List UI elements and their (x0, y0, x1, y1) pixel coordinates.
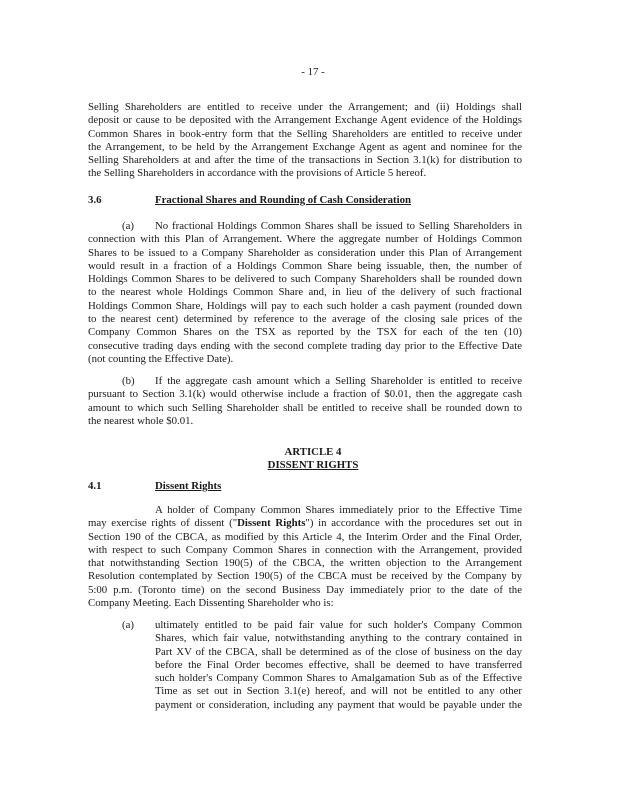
section-number-4-1: 4.1 (88, 480, 102, 492)
text-line: Section 190 of the CBCA, as modified by this Article 4, the Interim Order and the Final Order, (88, 530, 522, 543)
clause-label-3-6-b: (b) (122, 375, 135, 387)
text-line: to the nearest cent) determined by reference to the average of the closing sale prices of the (88, 313, 522, 326)
text-line: Shares, which fair value, notwithstanding anything to the contrary contained in (155, 632, 522, 645)
defined-term: Dissent Rights (237, 517, 306, 530)
clause-4-1-a (155, 619, 522, 712)
text-line: No fractional Holdings Common Shares shall be issued to Selling Shareholders in (155, 220, 522, 232)
text-line: Holdings Common Share, Holdings will pay to each such holder a cash payment (rounded down (88, 299, 522, 312)
text-line: Selling Shareholders are entitled to receive under the Arrangement; and (ii) Holdings shall (88, 101, 522, 113)
text-line: Company Meeting. Each Dissenting Shareholder who is: (88, 597, 334, 610)
text-line: ultimately entitled to be paid fair value for such holder's Company Common (155, 619, 522, 631)
text-line: Common Shares in book-entry form that the Selling Shareholders are entitled to receive under (88, 127, 522, 140)
text-line: If the aggregate cash amount which a Selling Shareholder is entitled to receive (155, 375, 522, 387)
text-line: with respect to such Company Common Shares in connection with the Arrangement, provided (88, 543, 522, 556)
text-line: Resolution contemplated by Section 190(5) of the CBCA must be received by the Company by (88, 570, 522, 583)
text-line: to the nearest whole Holdings Common Share and, in lieu of the delivery of such fractional (88, 286, 522, 299)
text-line: Part XV of the CBCA, shall be determined as of the close of business on the day (155, 645, 522, 658)
page-number: - 17 - (301, 66, 325, 78)
article-label: ARTICLE 4 (284, 446, 342, 458)
text-line: may exercise rights of dissent ("Dissent Rights") in accordance with the procedures set out in (88, 517, 523, 530)
clause-label-3-6-a: (a) (122, 220, 134, 232)
text-line: pursuant to Section 3.1(k) would otherwise include a fraction of $0.01, then the aggregate cash (88, 388, 522, 401)
text-line: the nearest whole $0.01. (88, 414, 194, 427)
text-line: the Selling Shareholders in accordance with the provisions of Article 5 hereof. (88, 167, 427, 180)
text-line: such holder's Company Common Shares to Amalgamation Sub as of the Effective (155, 672, 522, 685)
section-title-4-1: Dissent Rights (155, 480, 222, 492)
intro-paragraph (88, 101, 522, 181)
section-number-3-6: 3.6 (88, 194, 102, 206)
text-line: Company Common Shares on the TSX as reported by the TSX for each of the ten (10) (88, 326, 522, 339)
text-line: A holder of Company Common Shares immediately prior to the Effective Time (155, 504, 522, 516)
text-line: deposit or cause to be deposited with the Arrangement Exchange Agent evidence of the Holdings (88, 114, 522, 127)
clause-label-4-1-a: (a) (122, 619, 134, 631)
text-line: payment or consideration, including any payment that would be payable under the (155, 698, 522, 711)
text-line: 5:00 p.m. (Toronto time) on the second Business Day immediately prior to the date of the (88, 583, 522, 596)
section-title-3-6: Fractional Shares and Rounding of Cash Consideration (155, 194, 411, 206)
clause-3-6-a (88, 220, 522, 366)
clause-3-6-b (88, 375, 522, 428)
text-line: consecutive trading days ending with the second complete trading day prior to the Effective Date (88, 339, 522, 352)
section-4-1-paragraph (88, 504, 522, 610)
text-line: before the Final Order becomes effective, shall be deemed to have transferred (155, 658, 522, 671)
article-title: DISSENT RIGHTS (267, 459, 359, 471)
text-line: connection with this Plan of Arrangement. Where the aggregate number of Holdings Common (88, 233, 522, 246)
text-line: Selling Shareholders at and after the time of the transactions in Section 3.1(k) for distribution to (88, 154, 522, 167)
text-line: Shares to be issued to a Company Shareholder as consideration under this Plan of Arrangement (88, 246, 522, 259)
text-line: would result in a fraction of a Holdings Common Share being issuable, then, the number of (88, 259, 522, 272)
text-line: that notwithstanding Section 190(5) of the CBCA, the written objection to the Arrangement (88, 557, 522, 570)
text-line: the Arrangement, to be held by the Arrangement Exchange Agent as agent and nominee for the (88, 140, 522, 153)
text-line: Holdings Common Shares to be delivered to such Company Shareholders shall be rounded down (88, 273, 522, 286)
text-line: (not counting the Effective Date). (88, 352, 234, 365)
text-line: Time as set out in Section 3.1(e) hereof, and will not be entitled to any other (155, 685, 522, 698)
text-line: amount to which such Selling Shareholder shall be entitled to receive shall be rounded down to (88, 401, 522, 414)
